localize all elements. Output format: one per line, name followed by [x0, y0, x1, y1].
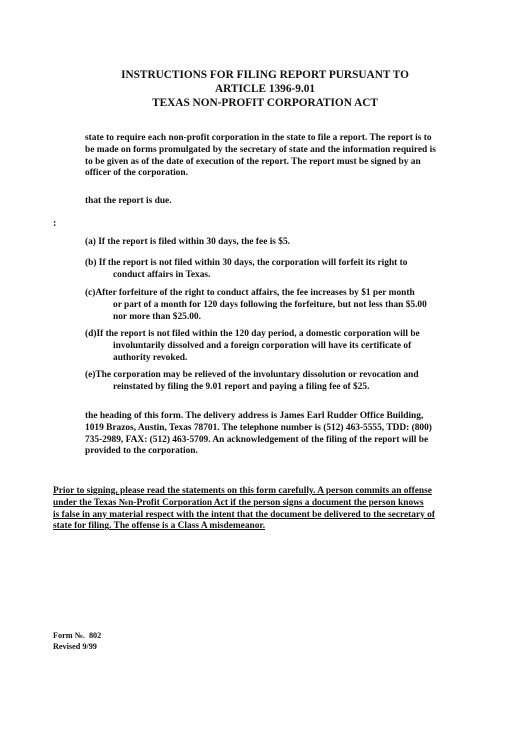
section-colon: : [53, 218, 57, 229]
form-number: Form №. 802 [53, 631, 102, 640]
fee-item-line: reinstated by filing the 9.01 report and paying a filing fee of $25. [113, 381, 370, 392]
intro-line: to be given as of the date of execution of the report. The report must be signed by an [85, 156, 421, 167]
intro-line: state to require each non-profit corporation in the state to file a report. The report is to [85, 133, 432, 143]
delivery-paragraph [85, 411, 478, 458]
delivery-line: 1019 Brazos, Austin, Texas 78701. The telephone number is (512) 463-5555, TDD: (800) [85, 422, 432, 433]
intro-line: be made on forms promulgated by the secretary of state and the information required is [85, 144, 436, 155]
fee-item-d [85, 329, 478, 364]
intro-line: officer of the corporation. [85, 168, 188, 179]
title-line-2: ARTICLE 1396-9.01 [214, 83, 316, 95]
fee-item-c [85, 288, 478, 323]
warning-line: under the Texas №n-Profit Corporation Act if the person signs a document the person knows [53, 497, 424, 508]
form-revised: Revised 9/99 [53, 641, 97, 651]
title-line-3: TEXAS NON-PROFIT CORPORATION ACT [152, 97, 378, 109]
fee-item-line: (e)The corporation may be relieved of the involuntary dissolution or revocation and [85, 370, 419, 380]
due-date-line: that the report is due. [85, 196, 172, 206]
fee-item-line: involuntarily dissolved and a foreign corporation will have its certificate of [113, 340, 412, 351]
fee-item-line: conduct affairs in Texas. [113, 269, 211, 280]
delivery-line: the heading of this form. The delivery address is James Earl Rudder Office Building, [85, 411, 424, 421]
document-title [0, 68, 530, 110]
fee-item-a [85, 237, 478, 249]
fee-item-line: (c)After forfeiture of the right to conduct affairs, the fee increases by $1 per month [85, 288, 415, 298]
delivery-line: 735-2989, FAX: (512) 463-5709. An acknowledgement of the filing of the report will be [85, 434, 429, 445]
fee-item-b [85, 258, 478, 282]
due-date-text [85, 196, 172, 208]
intro-paragraph [85, 133, 478, 180]
fee-item-line: (a) If the report is filed within 30 days, the fee is $5. [85, 237, 291, 247]
fee-item-line: authority revoked. [113, 352, 188, 363]
fee-item-line: (d)If the report is not filed within the 120 day period, a domestic corporation will be [85, 329, 420, 339]
fee-item-e [85, 370, 478, 394]
warning-paragraph [53, 486, 478, 533]
form-footer [53, 631, 101, 652]
warning-line: Prior to signing, please read the statements on this form carefully. A person commits an offense [53, 486, 432, 496]
fee-item-line: nor more than $25.00. [113, 311, 201, 322]
delivery-line: provided to the corporation. [85, 446, 198, 457]
fee-item-line: or part of a month for 120 days following the forfeiture, but not less than $5.00 [113, 299, 427, 310]
title-line-1: INSTRUCTIONS FOR FILING REPORT PURSUANT TO [121, 69, 409, 81]
warning-line: state for filing. The offense is a Class A misdemeanor. [53, 521, 266, 532]
fee-item-line: (b) If the report is not filed within 30 days, the corporation will forfeit its right to [85, 258, 408, 268]
warning-line: is false in any material respect with the intent that the document be delivered to the secretary of [53, 509, 435, 520]
